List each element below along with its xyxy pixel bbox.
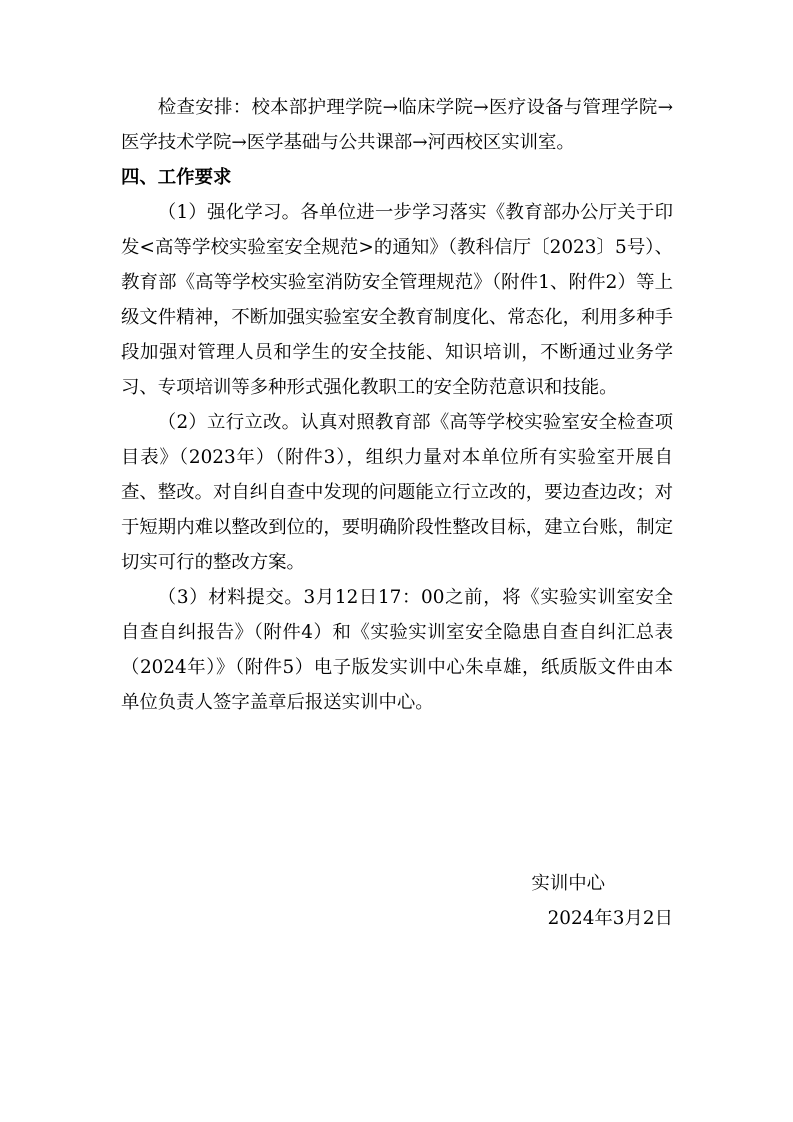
document-body [121, 90, 673, 720]
signature-block [531, 866, 673, 936]
signature-organization: 实训中心 [531, 873, 605, 894]
section-heading: 四、工作要求 [121, 167, 232, 188]
schedule-paragraph: 检查安排：校本部护理学院→临床学院→医疗设备与管理学院→医学技术学院→医学基础与公共课部→河西校区实训室。 [121, 97, 673, 153]
requirement-2-paragraph: （2）立行立改。认真对照教育部《高等学校实验室安全检查项目表》（2023年）（附件3），组织力量对本单位所有实验室开展自查、整改。对自纠自查中发现的问题能立行立改的，要边查边改；对于短期内难以整改到位的，要明确阶段性整改目标，建立台账，制定切实可行的整改方案。 [121, 412, 673, 573]
signature-date: 2024年3月2日 [547, 908, 673, 929]
requirement-1-paragraph: （1）强化学习。各单位进一步学习落实《教育部办公厅关于印发<高等学校实验室安全规范>的通知》（教科信厅〔2023〕5号）、教育部《高等学校实验室消防安全管理规范》（附件1、附件2）等上级文件精神，不断加强实验室安全教育制度化、常态化，利用多种手段加强对管理人员和学生的安全技能、知识培训，不断通过业务学习、专项培训等多种形式强化教职工的安全防范意识和技能。 [121, 202, 673, 398]
requirement-3-paragraph: （3）材料提交。3月12日17：00之前，将《实验实训室安全自查自纠报告》（附件4）和《实验实训室安全隐患自查自纠汇总表（2024年）》（附件5）电子版发实训中心朱卓雄，纸质版文件由本单位负责人签字盖章后报送实训中心。 [121, 587, 673, 713]
